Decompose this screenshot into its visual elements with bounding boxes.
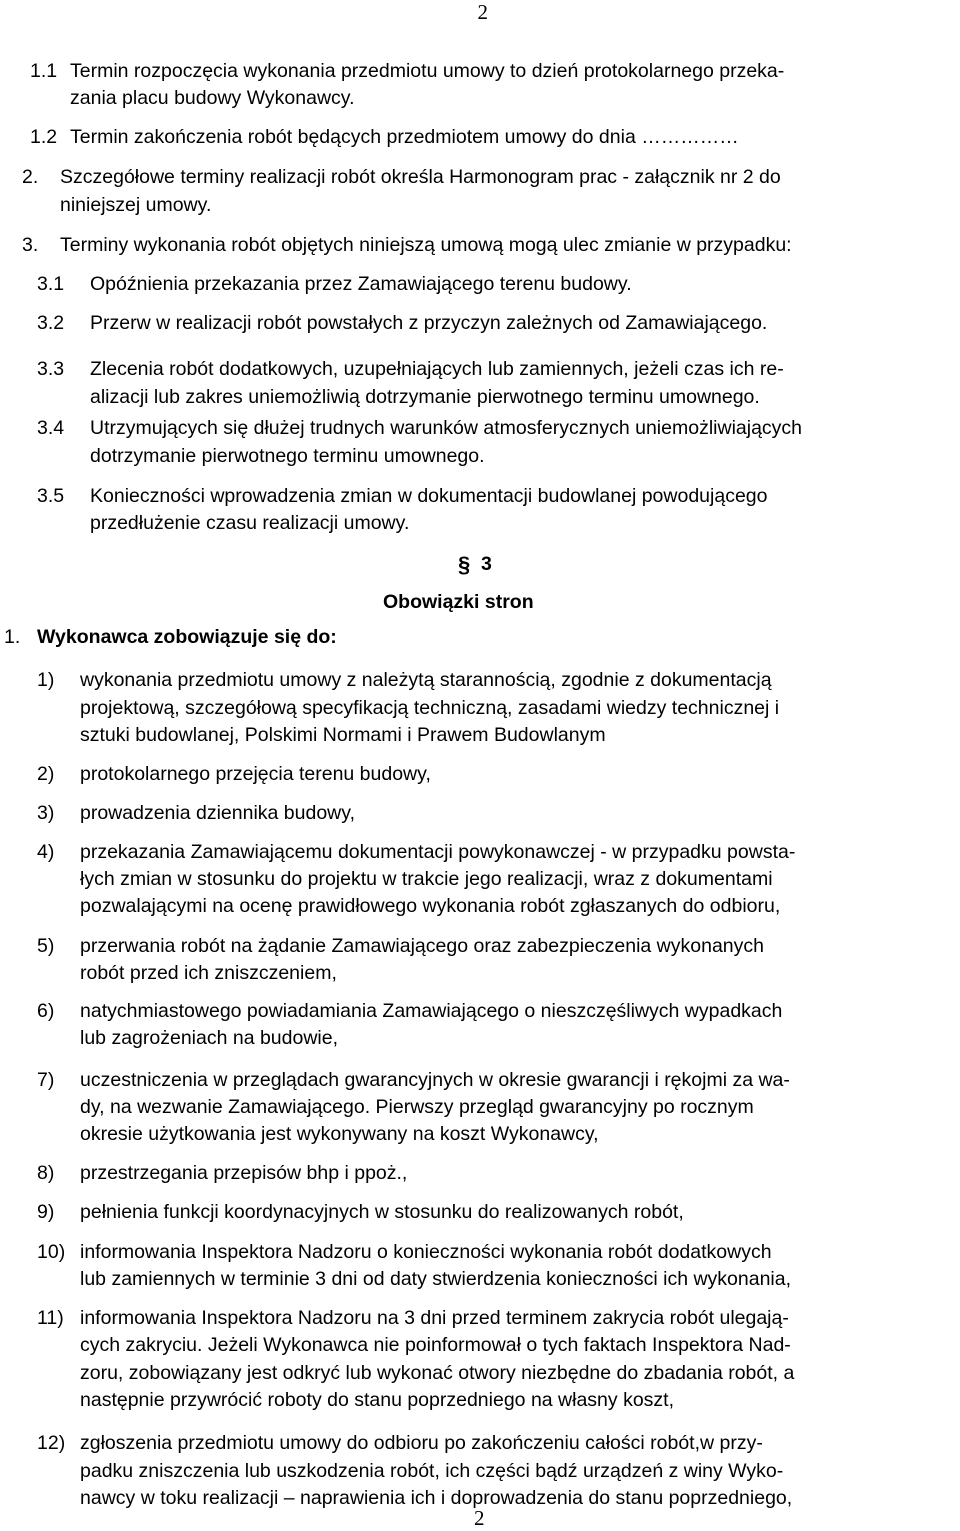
- item-text-line: Terminy wykonania robót objętych niniejszą umową mogą ulec zmianie w przypadku:: [60, 234, 792, 256]
- obligation-text-line: informowania Inspektora Nadzoru o konieczności wykonania robót dodatkowych: [80, 1241, 772, 1263]
- obligation-text-line: przerwania robót na żądanie Zamawiającego oraz zabezpieczenia wykonanych: [80, 935, 764, 957]
- item-text-line: Opóźnienia przekazania przez Zamawiającego terenu budowy.: [90, 273, 632, 295]
- item-text-line: Przerw w realizacji robót powstałych z przyczyn zależnych od Zamawiającego.: [90, 312, 768, 334]
- item-text-line: Utrzymujących się dłużej trudnych warunków atmosferycznych uniemożliwiających: [90, 417, 803, 439]
- obligation-text-line: natychmiastowego powiadamiania Zamawiającego o nieszczęśliwych wypadkach: [80, 1000, 783, 1022]
- section-symbol: §: [458, 552, 471, 577]
- item-number: 3.2: [37, 312, 65, 334]
- obligation-heading-number: 1.: [4, 626, 21, 648]
- obligation-text-line: przekazania Zamawiającemu dokumentacji powykonawczej - w przypadku powsta-: [80, 841, 796, 863]
- item-number: 3.: [22, 234, 39, 256]
- obligation-number: 2): [37, 763, 55, 785]
- obligation-number: 12): [37, 1432, 66, 1454]
- item-text-line: przedłużenie czasu realizacji umowy.: [90, 512, 410, 534]
- item-number: 1.2: [30, 126, 58, 148]
- obligation-text-line: okresie użytkowania jest wykonywany na koszt Wykonawcy,: [80, 1123, 599, 1145]
- obligation-text-line: zoru, zobowiązany jest odkryć lub wykonać otwory niezbędne do zbadania robót, a: [80, 1362, 795, 1384]
- item-text-line: Konieczności wprowadzenia zmian w dokumentacji budowlanej powodującego: [90, 485, 768, 507]
- item-number: 3.4: [37, 417, 65, 439]
- obligation-text-line: pozwalającymi na ocenę prawidłowego wykonania robót zgłaszanych do odbioru,: [80, 895, 781, 917]
- obligation-number: 4): [37, 841, 55, 863]
- obligation-number: 8): [37, 1162, 55, 1184]
- item-number: 3.5: [37, 485, 65, 507]
- obligation-text-line: projektową, szczegółową specyfikacją techniczną, zasadami wiedzy technicznej i: [80, 697, 780, 719]
- obligation-heading-text: Wykonawca zobowiązuje się do:: [37, 626, 337, 648]
- item-text-line: alizacji lub zakres uniemożliwią dotrzymanie pierwotnego terminu umownego.: [90, 386, 760, 408]
- item-number: 3.1: [37, 273, 65, 295]
- item-text-line: Termin rozpoczęcia wykonania przedmiotu umowy to dzień protokolarnego przeka-: [70, 60, 785, 82]
- item-text-line: Termin zakończenia robót będących przedmiotem umowy do dnia ……………: [70, 126, 739, 148]
- obligation-text-line: następnie przywrócić roboty do stanu poprzedniego na własny koszt,: [80, 1389, 674, 1411]
- obligation-text-line: lub zagrożeniach na budowie,: [80, 1027, 339, 1049]
- obligation-text-line: nawcy w toku realizacji – naprawienia ich i doprowadzenia do stanu poprzedniego,: [80, 1487, 793, 1509]
- obligation-text-line: łych zmian w stosunku do projektu w trakcie jego realizacji, wraz z dokumentami: [80, 868, 773, 890]
- obligation-number: 9): [37, 1201, 55, 1223]
- obligation-text-line: lub zamiennych w terminie 3 dni od daty stwierdzenia konieczności ich wykonania,: [80, 1268, 792, 1290]
- obligation-text-line: cych zakryciu. Jeżeli Wykonawca nie poinformował o tych faktach Inspektora Nad-: [80, 1334, 791, 1356]
- item-text-line: Szczegółowe terminy realizacji robót określa Harmonogram prac - załącznik nr 2 do: [60, 166, 781, 188]
- obligation-text-line: padku zniszczenia lub uszkodzenia robót, ich części bądź urządzeń z winy Wyko-: [80, 1460, 784, 1482]
- obligation-text-line: sztuki budowlanej, Polskimi Normami i Prawem Budowlanym: [80, 724, 606, 746]
- obligation-text-line: prowadzenia dziennika budowy,: [80, 802, 355, 824]
- page-number-bottom: 2: [474, 1506, 485, 1530]
- section-title: Obowiązki stron: [383, 591, 534, 613]
- item-number: 2.: [22, 166, 39, 188]
- obligation-text-line: pełnienia funkcji koordynacyjnych w stosunku do realizowanych robót,: [80, 1201, 684, 1223]
- item-text-line: Zlecenia robót dodatkowych, uzupełniających lub zamiennych, jeżeli czas ich re-: [90, 358, 784, 380]
- obligation-number: 10): [37, 1241, 66, 1263]
- section-number: 3: [481, 553, 492, 575]
- obligation-number: 5): [37, 935, 55, 957]
- obligation-text-line: zgłoszenia przedmiotu umowy do odbioru po zakończeniu całości robót,w przy-: [80, 1432, 763, 1454]
- obligation-text-line: dy, na wezwanie Zamawiającego. Pierwszy przegląd gwarancyjny po rocznym: [80, 1096, 754, 1118]
- obligation-text-line: protokolarnego przejęcia terenu budowy,: [80, 763, 431, 785]
- obligation-number: 1): [37, 669, 55, 691]
- obligation-text-line: przestrzegania przepisów bhp i ppoż.,: [80, 1162, 408, 1184]
- item-text-line: zania placu budowy Wykonawcy.: [70, 87, 355, 109]
- obligation-number: 7): [37, 1069, 55, 1091]
- item-number: 1.1: [30, 60, 58, 82]
- obligation-text-line: informowania Inspektora Nadzoru na 3 dni przed terminem zakrycia robót ulegają-: [80, 1307, 789, 1329]
- page-number-top: 2: [477, 0, 488, 24]
- item-text-line: dotrzymanie pierwotnego terminu umownego.: [90, 445, 485, 467]
- item-text-line: niniejszej umowy.: [60, 194, 212, 216]
- obligation-text-line: robót przed ich zniszczeniem,: [80, 962, 337, 984]
- obligation-number: 11): [37, 1307, 64, 1329]
- item-number: 3.3: [37, 358, 65, 380]
- obligation-text-line: wykonania przedmiotu umowy z należytą starannością, zgodnie z dokumentacją: [80, 669, 772, 691]
- obligation-number: 6): [37, 1000, 55, 1022]
- obligation-text-line: uczestniczenia w przeglądach gwarancyjnych w okresie gwarancji i rękojmi za wa-: [80, 1069, 790, 1091]
- obligation-number: 3): [37, 802, 55, 824]
